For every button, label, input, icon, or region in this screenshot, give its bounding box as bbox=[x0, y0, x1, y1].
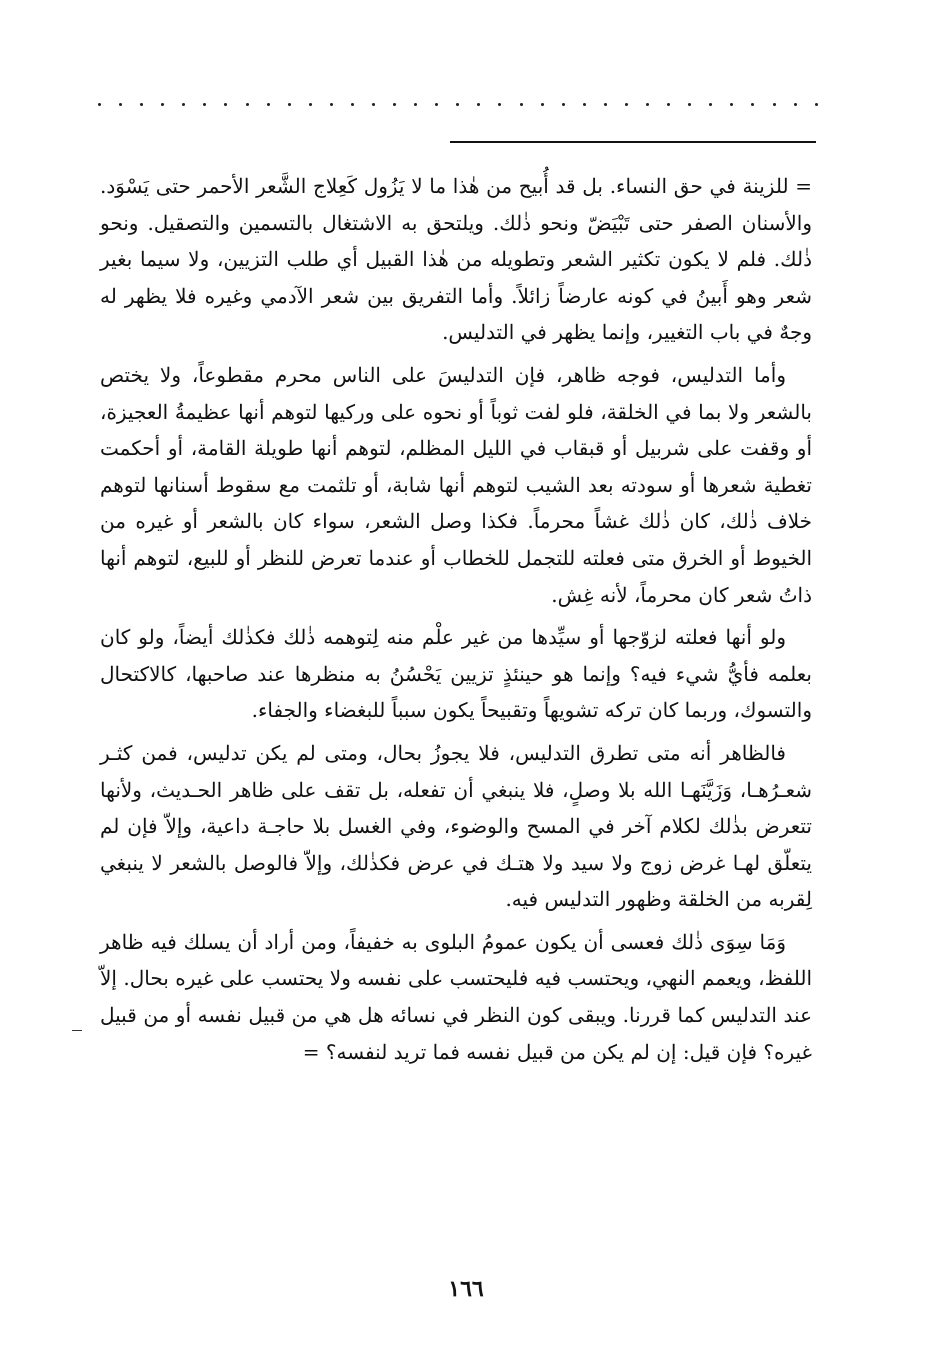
footnote-paragraph: = للزينة في حق النساء. بل قد أُبيح من هٰذا ما لا يَزُول كَعِلاج الشَّعر الأحمر حتى يَسْوَد. والأسنان الصفر حتى تَبْيَضّ ونحو ذٰلك. ويلتحق به الاشتغال بالتسمين والتصقيل. ونحو ذٰلك. فلم لا يكون تكثير الشعر وتطويله من هٰذا القبيل أي طلب التزيين، ولا سيما بغير شعر وهو أَبينُ في كونه عارضاً زائلاً. وأما التفريق بين شعر الآدمي وغيره فلا يظهر له وجهٌ في باب التغيير، وإنما يظهر في التدليس. bbox=[100, 174, 812, 345]
page-number: ١٦٦ bbox=[448, 1276, 484, 1302]
footnote-text bbox=[100, 168, 812, 1076]
footnote-paragraph: فالظاهر أنه متى تطرق التدليس، فلا يجوزُ بحال، ومتى لم يكن تدليس، فمن كثـر شعـرُهـا، وَزَيَّنَهـا الله بلا وصلٍ، فلا ينبغي أن تفعله، بل تقف على ظاهر الحـديث، ولأنها تتعرض بذٰلك لكلام آخر في المسح والوضوء، وفي الغسل بلا حاجـة داعية، وإلاّ فإن لم يتعلّق لهـا غرض زوج ولا سيد ولا هتـك في عرض فكذٰلك، وإلاّ فالوصل بالشعر لا ينبغي لِقربه من الخلقة وظهور التدليس فيه. bbox=[100, 740, 812, 912]
footnote-paragraph: وَمَا سِوَى ذٰلك فعسى أن يكون عمومُ البلوى به خفيفاً، ومن أراد أن يسلك فيه ظاهر اللفظ، ويعمم النهي، ويحتسب فيه فليحتسب على نفسه ولا يحتسب على غيره بحال. إلاّ عند التدليس كما قررنا. ويبقى كون النظر في نسائه هل هي من قبيل نفسه أو من قبيل غيره؟ فإن قيل: إن لم يكن من قبيل نفسه فما تريد لنفسه؟ = bbox=[100, 929, 812, 1064]
footnote-paragraph: وأما التدليس، فوجه ظاهر، فإن التدليسَ على الناس محرم مقطوعاً، ولا يختص بالشعر ولا بما في الخلقة، فلو لفت ثوباً أو نحوه على وركيها لتوهم أنها عظيمةُ العجيزة، أو وقفت على شربيل أو قبقاب في الليل المظلم، لتوهم أنها طويلة القامة، أو أحكمت تغطية شعرها أو سودته بعد الشيب لتوهم أنها شابة، أو تلثمت مع سقوط أسنانها لتوهم خلاف ذٰلك، كان ذٰلك غشاً محرماً. فكذا وصل الشعر، سواء كان بالشعر أو غيره من الخيوط أو الخرق متى فعلته للتجمل للخطاب أو عندما تعرض للنظر أو للبيع، لتوهم أنها ذاتُ شعر كان محرماً، لأنه غِش. bbox=[100, 362, 812, 607]
dotted-separator bbox=[98, 94, 818, 114]
footnote-rule bbox=[450, 141, 816, 143]
footnote-paragraph: ولو أنها فعلته لزوّجها أو سيِّدها من غير علْم منه لِتوهمه ذٰلك فكذٰلك أيضاً، ولو كان بعلمه فأيُّ شيء فيه؟ وإنما هو حينئذٍ تزيين يَحْسُنُ به منظرها عند صاحبها، كالاكتحال والتسوك، وربما كان تركه تشويهاً وتقبيحاً يكون سبباً للبغضاء والجفاء. bbox=[100, 625, 812, 723]
margin-mark bbox=[72, 1030, 82, 1031]
